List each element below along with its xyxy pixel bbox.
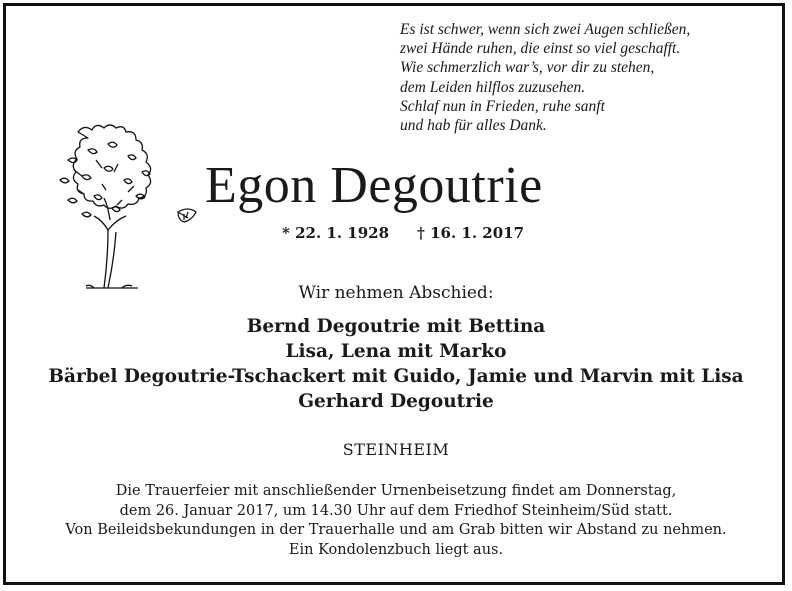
notice-line: Von Beileidsbekundungen in der Trauerhalle und am Grab bitten wir Abstand zu nehmen. xyxy=(65,522,727,538)
mourner-line: Lisa, Lena mit Marko xyxy=(285,341,507,362)
poem xyxy=(400,20,780,135)
poem-line: Es ist schwer, wenn sich zwei Augen schließen, xyxy=(400,21,691,38)
notice-line: Die Trauerfeier mit anschließender Urnenbeisetzung findet am Donnerstag, xyxy=(115,483,677,499)
poem-line: Schlaf nun in Frieden, ruhe sanft xyxy=(400,97,605,115)
funeral-notice xyxy=(0,482,792,560)
notice-line: Ein Kondolenzbuch liegt aus. xyxy=(288,541,504,558)
leaf-icon xyxy=(178,209,196,222)
tree-icon xyxy=(38,120,198,290)
notice-line: dem 26. Januar 2017, um 14.30 Uhr auf dem Friedhof Steinheim/Süd statt. xyxy=(119,502,673,519)
mourner-line: Bernd Degoutrie mit Bettina xyxy=(246,316,546,337)
poem-line: dem Leiden hilflos zuzusehen. xyxy=(400,78,586,96)
poem-line: zwei Hände ruhen, die einst so viel geschafft. xyxy=(400,40,681,58)
birth-date: * 22. 1. 1928 xyxy=(282,224,390,242)
poem-line: Wie schmerzlich war’s, vor dir zu stehen, xyxy=(400,59,655,77)
place-name: STEINHEIM xyxy=(342,440,450,459)
deceased-name: Egon Degoutrie xyxy=(205,157,543,214)
death-date: † 16. 1. 2017 xyxy=(417,224,525,242)
farewell-heading: Wir nehmen Abschied: xyxy=(298,283,494,303)
life-dates xyxy=(282,224,524,242)
mourner-line: Gerhard Degoutrie xyxy=(298,391,494,412)
mourners-list xyxy=(0,314,792,414)
poem-line: und hab für alles Dank. xyxy=(400,117,547,135)
mourner-line: Bärbel Degoutrie-Tschackert mit Guido, Jamie und Marvin mit Lisa xyxy=(48,366,744,387)
